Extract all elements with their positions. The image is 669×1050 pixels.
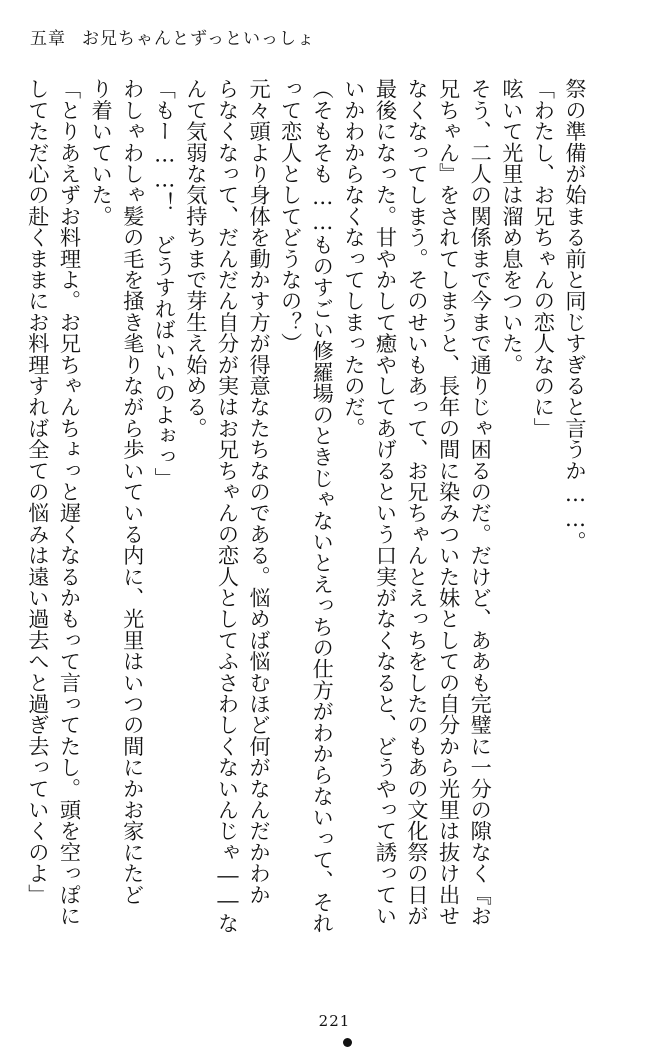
text-line: 祭の準備が始まる前と同じすぎると言うか……。 bbox=[563, 78, 588, 552]
text-line: なくなってしまう。そのせいもあって、お兄ちゃんとえっちをしたのもあの文化祭の日が bbox=[405, 78, 431, 926]
chapter-label: 五章 bbox=[30, 29, 66, 49]
text-line: って恋人としてどうなの？） bbox=[278, 78, 304, 354]
text-line: 兄ちゃん』をされてしまうと、長年の間に染みついた妹としての自分から光里は抜け出せ bbox=[436, 78, 462, 927]
chapter-title: お兄ちゃんとずっといっしょ bbox=[82, 29, 315, 49]
text-line: り着いていた。 bbox=[89, 78, 115, 227]
text-line: 元々頭より身体を動かす方が得意なたちなのである。悩めば悩むほど何がなんだかわか bbox=[247, 78, 273, 905]
text-line: そう、二人の関係まで今まで通りじゃ困るのだ。だけど、ああも完璧に一分の隙なく『お bbox=[468, 78, 494, 926]
text-line: してただ心の赴くままにお料理すれば全ての悩みは遠い過去へと過ぎ去っていくのよ」 bbox=[25, 78, 51, 905]
text-line: 呟いて光里は溜め息をついた。 bbox=[499, 78, 525, 375]
text-line: わしゃわしゃ髪の毛を掻き毟りながら歩いている内に、光里はいつの間にかお家にたど bbox=[120, 78, 146, 905]
text-line: 「もー……！ どうすればいいのよぉっ」 bbox=[152, 78, 178, 489]
text-line: 「とりあえずお料理よ。お兄ちゃんちょっと遅くなるかもって言ってたし。頭を空っぽに bbox=[57, 78, 83, 926]
running-header bbox=[30, 24, 315, 49]
text-line: んて気弱な気持ちまで芽生え始める。 bbox=[183, 78, 209, 439]
text-line: 最後になった。甘やかして癒やしてあげるという口実がなくなると、どうやって誘ってい bbox=[373, 78, 399, 926]
text-line: （そもそも……ものすごい修羅場のときじゃないとえっちの仕方がわからないって、それ bbox=[310, 78, 336, 934]
text-line: らなくなって、だんだん自分が実はお兄ちゃんの恋人としてふさわしくないんじゃ――な bbox=[215, 78, 241, 934]
body-text bbox=[22, 78, 591, 978]
text-line: いかわからなくなってしまったのだ。 bbox=[341, 78, 367, 439]
page-dot-mark bbox=[343, 1038, 352, 1047]
text-line: 「わたし、お兄ちゃんの恋人なのに」 bbox=[531, 78, 557, 439]
page-number: 221 bbox=[318, 1012, 351, 1030]
